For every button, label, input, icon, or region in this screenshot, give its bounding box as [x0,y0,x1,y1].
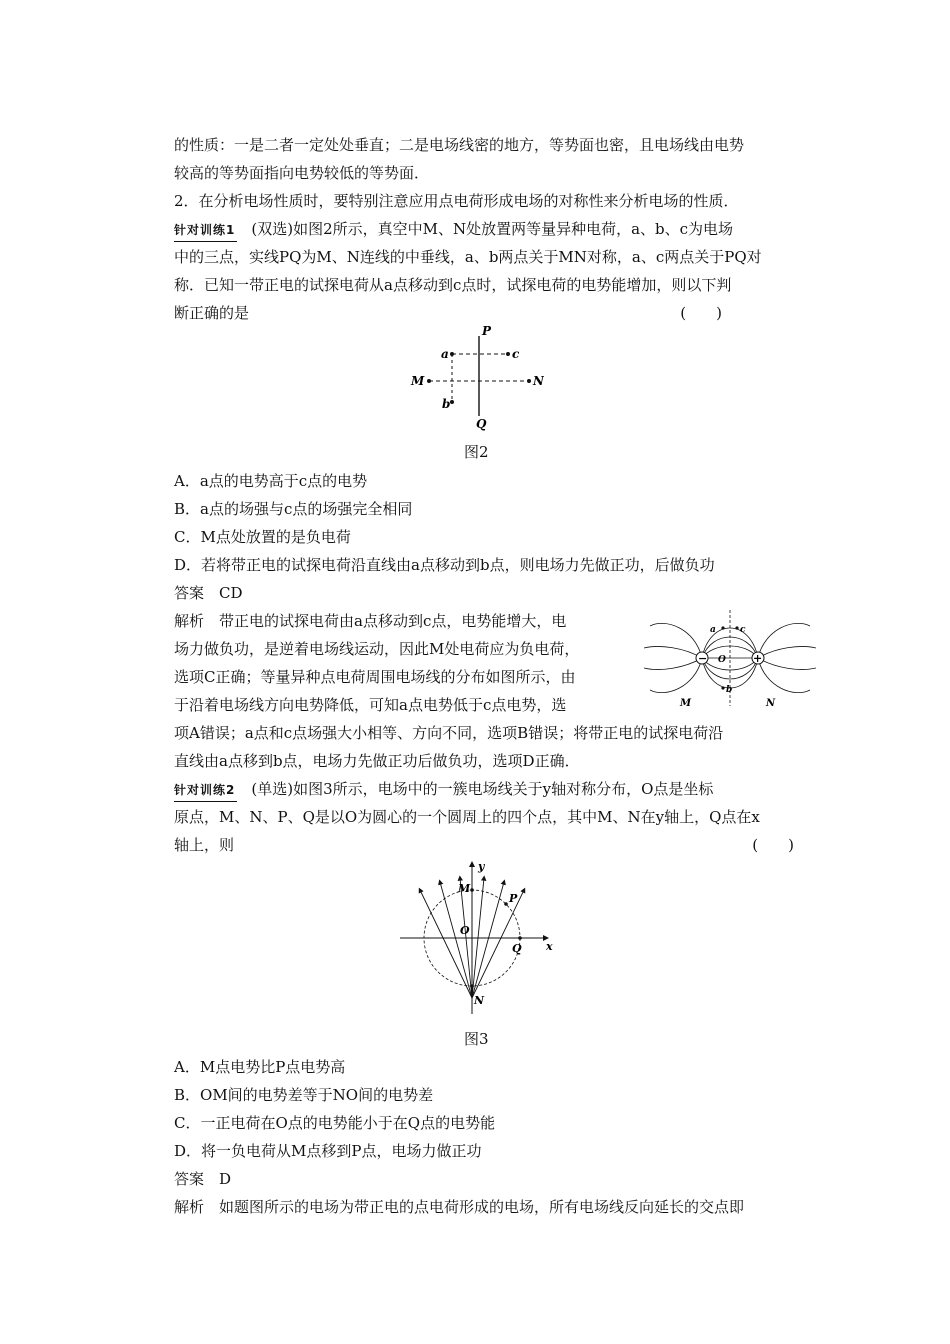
question-text: (单选)如图3所示，电场中的一簇电场线关于y轴对称分布，O点是坐标 [251,780,714,798]
option-a: A．M点电势比P点电势高 [174,1058,346,1076]
figure-caption: 图2 [464,443,489,461]
training-tag: 针对训练1 [174,219,237,242]
field-line [644,646,702,658]
dipole-field-figure [640,608,816,708]
option-b: B．OM间的电势差等于NO间的电势差 [174,1086,434,1104]
text-line: 原点，M、N、P、Q是以O为圆心的一个圆周上的四个点，其中M、N在y轴上，Q点在x [174,808,760,826]
analysis-line: 项A错误；a点和c点场强大小相等、方向不同，选项B错误；将带正电的试探电荷沿 [174,724,724,742]
option-d: D．将一负电荷从M点移到P点，电场力做正功 [174,1142,482,1160]
plus-sign: + [753,652,763,665]
question-1-line [174,218,733,242]
analysis-line: 直线由a点移到b点，电场力先做正功后做负功，选项D正确． [174,752,580,770]
analysis-line: 选项C正确；等量异种点电荷周围电场线的分布如图所示，由 [174,668,576,686]
answer: 答案 D [174,1170,232,1188]
point-a [721,626,724,629]
label-m: M [680,698,692,708]
label-b: b [726,685,733,695]
figure-caption: 图3 [464,1030,489,1048]
point-n [527,379,531,383]
label-m: M [411,374,425,388]
question-stem-end [174,834,794,856]
point-b [450,400,454,404]
point-a [450,352,454,356]
answer: 答案 CD [174,584,243,602]
point-q [518,936,522,940]
question-stem-end [174,302,722,324]
label-o: O [460,924,470,937]
point-c [506,352,510,356]
field-line [420,890,472,998]
text-line: 的性质：一是二者一定处处垂直；二是电场线密的地方，等势面也密，且电场线由电势 [174,136,745,154]
field-line [440,882,472,998]
question-text: 断正确的是 [174,304,250,322]
label-n: N [474,994,485,1007]
answer-bracket: ( ) [680,304,722,322]
field-line [758,658,816,670]
analysis-line: 解析 如题图所示的电场为带正电的点电荷形成的电场，所有电场线反向延长的交点即 [174,1198,745,1216]
text-line: 较高的等势面指向电势较低的等势面． [174,164,430,182]
field-line [472,882,504,998]
figure-2 [404,324,544,434]
field-line [758,658,810,693]
field-line [758,646,816,658]
label-x: x [546,940,553,953]
field-line [650,623,702,658]
label-q: Q [512,942,522,955]
label-c: c [512,347,520,361]
label-o: O [718,655,726,665]
point-m [427,379,431,383]
question-text: (双选)如图2所示，真空中M、N处放置两等量异种电荷，a、b、c为电场 [251,220,734,238]
text-line: 中的三点，实线PQ为M、N连线的中垂线，a、b两点关于MN对称，a、c两点关于PQ对 [174,248,762,266]
option-c: C．一正电荷在O点的电势能小于在Q点的电势能 [174,1114,496,1132]
point-n [470,984,474,988]
label-b: b [442,397,451,411]
question-text: 轴上，则 [174,836,235,854]
training-tag: 针对训练2 [174,779,237,802]
label-n: N [766,698,776,708]
point-b [721,686,724,689]
label-m: M [458,882,471,895]
label-a: a [441,347,449,361]
label-p: P [482,324,492,338]
label-p: P [509,892,518,905]
option-d: D．若将带正电的试探电荷沿直线由a点移动到b点，则电场力先做正功，后做负功 [174,556,715,574]
minus-sign: − [698,652,708,665]
label-q: Q [476,417,487,431]
point-p [504,902,508,906]
option-b: B．a点的场强与c点的场强完全相同 [174,500,413,518]
text-line: 称．已知一带正电的试探电荷从a点移动到c点时，试探电荷的电势能增加，则以下判 [174,276,732,294]
label-y: y [478,860,485,873]
option-c: C．M点处放置的是负电荷 [174,528,351,546]
analysis-line: 解析 带正电的试探电荷由a点移动到c点，电势能增大，电 [174,612,567,630]
field-line [702,658,758,670]
label-c: c [740,625,746,635]
analysis-line: 场力做负功，是逆着电场线运动，因此M处电荷应为负电荷， [174,640,580,658]
text-line: 2．在分析电场性质时，要特别注意应用点电荷形成电场的对称性来分析电场的性质． [174,192,739,210]
point-c [735,626,738,629]
field-line [650,658,702,693]
field-line [758,623,810,658]
question-2-line [174,778,713,802]
analysis-line: 于沿着电场线方向电势降低，可知a点电势低于c点电势，选 [174,696,567,714]
label-a: a [710,625,716,635]
answer-bracket: ( ) [752,836,794,854]
figure-3 [396,858,566,1018]
option-a: A．a点的电势高于c点的电势 [174,472,368,490]
point-m [470,888,474,892]
field-line [644,658,702,670]
label-n: N [533,374,544,388]
